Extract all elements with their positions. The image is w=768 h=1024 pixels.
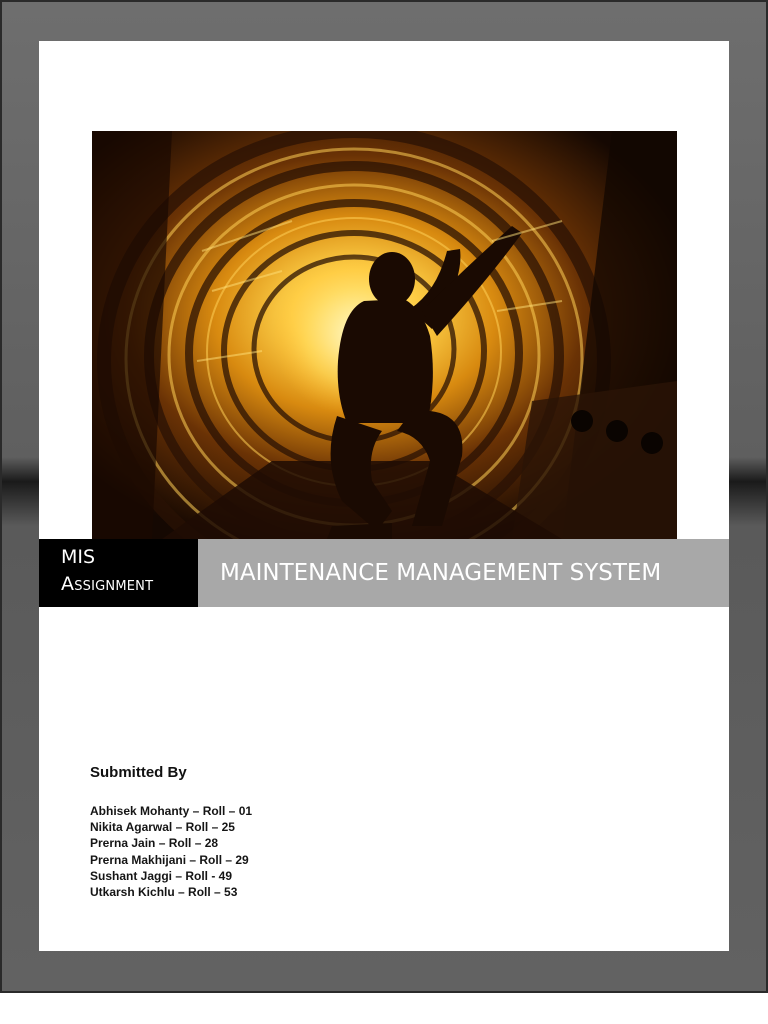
- member-item: Abhisek Mohanty – Roll – 01: [90, 804, 253, 818]
- document-title: MAINTENANCE MANAGEMENT SYSTEM: [198, 539, 729, 607]
- page-margin: [0, 993, 768, 1024]
- member-item: Utkarsh Kichlu – Roll – 53: [90, 885, 238, 900]
- cover-photo: [92, 131, 677, 539]
- submitted-by-heading: Submitted By: [90, 764, 187, 781]
- member-list: [90, 803, 252, 900]
- cover-page: [39, 41, 729, 951]
- title-band: [39, 539, 729, 607]
- course-tag: [39, 539, 198, 607]
- member-item: Sushant Jaggi – Roll - 49: [90, 868, 233, 883]
- course-tag-line2: Assignment: [61, 573, 154, 595]
- member-item: Nikita Agarwal – Roll – 25: [90, 820, 235, 835]
- member-item: Prerna Makhijani – Roll – 29: [90, 852, 249, 867]
- course-tag-line1: MIS: [61, 546, 96, 568]
- member-item: Prerna Jain – Roll – 28: [90, 836, 219, 851]
